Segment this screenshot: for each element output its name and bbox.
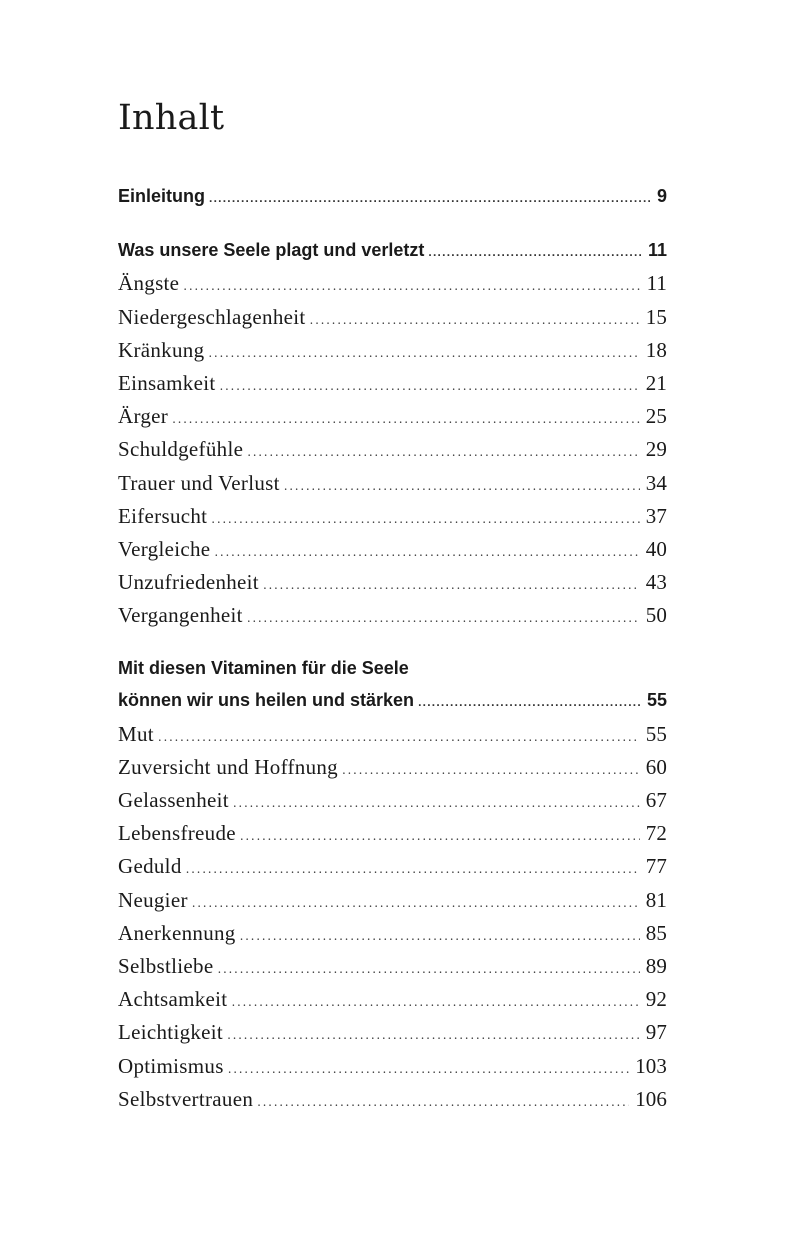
toc-label: Vergleiche	[118, 536, 211, 561]
dot-leader	[183, 270, 640, 303]
toc-label: Vergangenheit	[118, 603, 243, 628]
toc-entry[interactable]	[118, 267, 667, 300]
toc-entry[interactable]	[118, 301, 667, 334]
toc-entry[interactable]	[118, 817, 667, 850]
dot-leader	[208, 337, 639, 370]
section-spacer	[118, 632, 667, 653]
toc-entry[interactable]	[118, 884, 667, 917]
toc-page-number: 50	[645, 603, 667, 628]
toc-page-number: 18	[645, 337, 667, 362]
toc-entry[interactable]	[118, 599, 667, 632]
toc-page-number: 34	[645, 470, 667, 495]
toc-entry[interactable]	[118, 1016, 667, 1049]
toc-entry[interactable]	[118, 917, 667, 950]
toc-entry[interactable]	[118, 367, 667, 400]
toc-label: Einleitung	[118, 186, 205, 206]
toc-entry[interactable]	[118, 400, 667, 433]
toc-label: Geduld	[118, 854, 182, 879]
toc-page-number: 77	[645, 854, 667, 879]
toc-section-heading[interactable]	[118, 234, 667, 267]
toc-entry[interactable]	[118, 1050, 667, 1083]
toc-label: Niedergeschlagenheit	[118, 304, 306, 329]
toc-entry[interactable]	[118, 1083, 667, 1116]
toc-page-number: 11	[647, 240, 667, 261]
toc-page-number: 37	[645, 503, 667, 528]
dot-leader	[228, 1053, 630, 1086]
dot-leader	[211, 503, 640, 536]
dot-leader	[418, 686, 641, 719]
toc-page-number: 9	[656, 186, 667, 206]
toc-entry[interactable]	[118, 533, 667, 566]
toc-page-number: 55	[646, 690, 667, 711]
toc-page-number: 81	[645, 887, 667, 912]
dot-leader	[192, 887, 640, 920]
toc-entry[interactable]	[118, 718, 667, 751]
dot-leader	[158, 721, 640, 754]
toc-label: Optimismus	[118, 1053, 224, 1078]
toc-page-number: 21	[645, 370, 667, 395]
toc-label: Was unsere Seele plagt und verletzt	[118, 240, 425, 261]
toc-label: Lebensfreude	[118, 821, 236, 846]
toc-label: Gelassenheit	[118, 788, 229, 812]
dot-leader	[172, 403, 640, 436]
toc-page-number: 11	[646, 271, 667, 296]
toc-page-number: 92	[645, 987, 667, 1012]
toc-entry[interactable]	[118, 433, 667, 466]
toc-entry[interactable]	[118, 751, 667, 784]
toc-label: Kränkung	[118, 337, 205, 362]
dot-leader	[428, 236, 642, 269]
toc-page-number: 43	[645, 570, 667, 595]
toc-entry[interactable]	[118, 334, 667, 367]
dot-leader	[240, 920, 640, 953]
dot-leader	[233, 787, 640, 820]
toc-section-heading[interactable]	[118, 653, 667, 717]
toc-entry[interactable]	[118, 983, 667, 1016]
toc-entry[interactable]	[118, 500, 667, 533]
page-title: Inhalt	[118, 98, 225, 138]
dot-leader	[257, 1086, 629, 1119]
dot-leader	[227, 1019, 640, 1052]
toc-entry[interactable]	[118, 950, 667, 983]
toc-page-number: 15	[645, 304, 667, 329]
toc-page-number: 72	[645, 821, 667, 846]
dot-leader	[247, 602, 640, 635]
toc-heading-line-1: Mit diesen Vitaminen für die Seele	[118, 658, 409, 679]
toc-page-number: 85	[645, 920, 667, 945]
toc-page-number: 106	[635, 1086, 667, 1111]
toc-label: Anerkennung	[118, 920, 236, 945]
toc-entry[interactable]	[118, 784, 667, 817]
dot-leader	[247, 436, 640, 469]
dot-leader	[231, 986, 639, 1019]
toc-label: Ängste	[118, 271, 180, 296]
toc-entry[interactable]	[118, 850, 667, 883]
toc-page-number: 89	[645, 953, 667, 978]
table-of-contents	[118, 96, 667, 1116]
dot-leader	[310, 304, 640, 337]
toc-entry-intro[interactable]	[118, 180, 667, 213]
toc-page-number: 103	[635, 1053, 667, 1078]
toc-label: Unzufriedenheit	[118, 570, 259, 595]
toc-page-number: 55	[645, 721, 667, 746]
dot-leader	[214, 536, 639, 569]
toc-label: Achtsamkeit	[118, 987, 228, 1012]
toc-page-number: 40	[645, 536, 667, 561]
toc-label: Selbstvertrauen	[118, 1086, 254, 1111]
toc-page-number: 25	[645, 404, 667, 429]
toc-label: können wir uns heilen und stärken	[118, 690, 415, 711]
dot-leader	[342, 754, 640, 787]
toc-heading-line-2	[118, 684, 667, 717]
toc-page-number: 67	[645, 788, 667, 812]
dot-leader	[186, 853, 640, 886]
toc-label: Schuldgefühle	[118, 437, 244, 462]
toc-label: Ärger	[118, 404, 169, 429]
toc-label: Zuversicht und Hoffnung	[118, 754, 338, 779]
toc-label: Eifersucht	[118, 503, 208, 528]
toc-label: Trauer und Verlust	[118, 470, 280, 495]
section-spacer	[118, 213, 667, 234]
dot-leader	[240, 820, 640, 853]
toc-label: Einsamkeit	[118, 370, 216, 395]
toc-label: Selbstliebe	[118, 953, 214, 978]
dot-leader	[284, 470, 640, 503]
toc-label: Neugier	[118, 887, 188, 912]
dot-leader	[209, 182, 651, 215]
toc-label: Leichtigkeit	[118, 1020, 224, 1045]
toc-entry[interactable]	[118, 467, 667, 500]
toc-page-number: 97	[645, 1020, 667, 1045]
toc-page-number: 60	[645, 754, 667, 779]
toc-page-number: 29	[645, 437, 667, 462]
toc-label: Mut	[118, 721, 154, 746]
toc-entry[interactable]	[118, 566, 667, 599]
dot-leader	[263, 569, 640, 602]
dot-leader	[217, 953, 639, 986]
dot-leader	[219, 370, 639, 403]
